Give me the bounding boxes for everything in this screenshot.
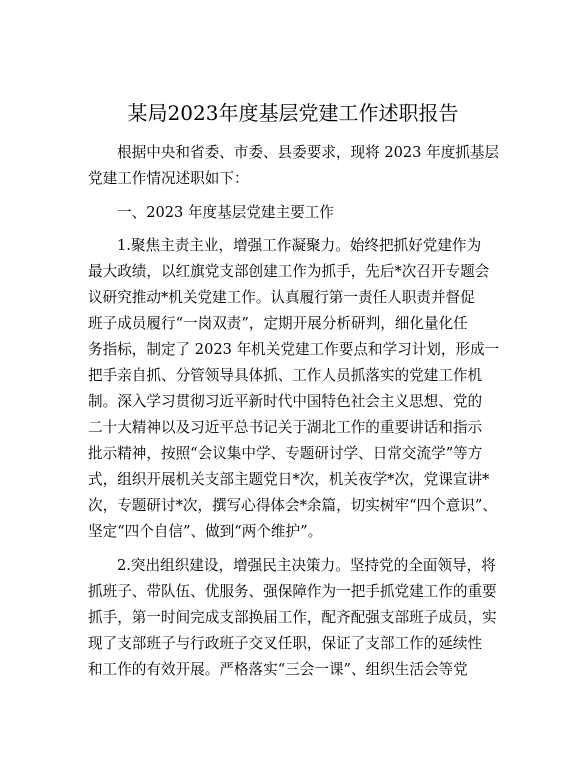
paragraph-line: 最大政绩，以红旗党支部创建工作为抓手，先后*次召开专题会 (88, 263, 490, 280)
paragraph-line: 务指标，制定了 2023 年机关党建工作要点和学习计划，形成一 (88, 341, 500, 358)
paragraph-line: 坚定“四个自信”、做到“两个维护”。 (88, 523, 323, 540)
paragraph-line: 班子成员履行“一岗双责”，定期开展分析研判，细化量化任 (88, 315, 468, 332)
paragraph-line: 把手亲自抓、分管领导具体抓、工作人员抓落实的党建工作机 (88, 367, 483, 384)
paragraph-line: 次，专题研讨*次，撰写心得体会*余篇，切实树牢“四个意识”、 (88, 497, 497, 514)
paragraph-line: 抓班子、带队伍、优服务、强保障作为一把手抓党建工作的重要 (88, 583, 497, 600)
paragraph-line: 1.聚焦主责主业，增强工作凝聚力。始终把抓好党建作为 (117, 237, 482, 254)
paragraph-line: 二十大精神以及习近平总书记关于湖北工作的重要讲话和指示 (88, 419, 483, 436)
paragraph-line: 制。深入学习贯彻习近平新时代中国特色社会主义思想、党的 (88, 393, 483, 410)
paragraph-line: 和工作的有效开展。严格落实“三会一课”、组织生活会等党 (88, 661, 468, 678)
paragraph-line: 抓手，第一时间完成支部换届工作，配齐配强支部班子成员，实 (88, 609, 497, 626)
paragraph-line: 现了支部班子与行政班子交叉任职，保证了支部工作的延续性 (88, 635, 483, 652)
section-heading: 一、2023 年度基层党建主要工作 (117, 204, 334, 221)
paragraph-line: 2.突出组织建设，增强民主决策力。坚持党的全面领导，将 (117, 557, 496, 574)
document-title: 某局2023年度基层党建工作述职报告 (127, 101, 459, 125)
paragraph-line: 议研究推动*机关党建工作。认真履行第一责任人职责并督促 (88, 289, 475, 306)
paragraph-line: 式，组织开展机关支部主题党日*次，机关夜学*次，党课宣讲* (88, 471, 490, 488)
paragraph-line: 批示精神，按照“会议集中学、专题研讨学、日常交流学”等方 (88, 445, 483, 462)
paragraph-line: 根据中央和省委、市委、县委要求，现将 2023 年度抓基层 (117, 144, 500, 161)
paragraph-line: 党建工作情况述职如下： (88, 170, 249, 187)
